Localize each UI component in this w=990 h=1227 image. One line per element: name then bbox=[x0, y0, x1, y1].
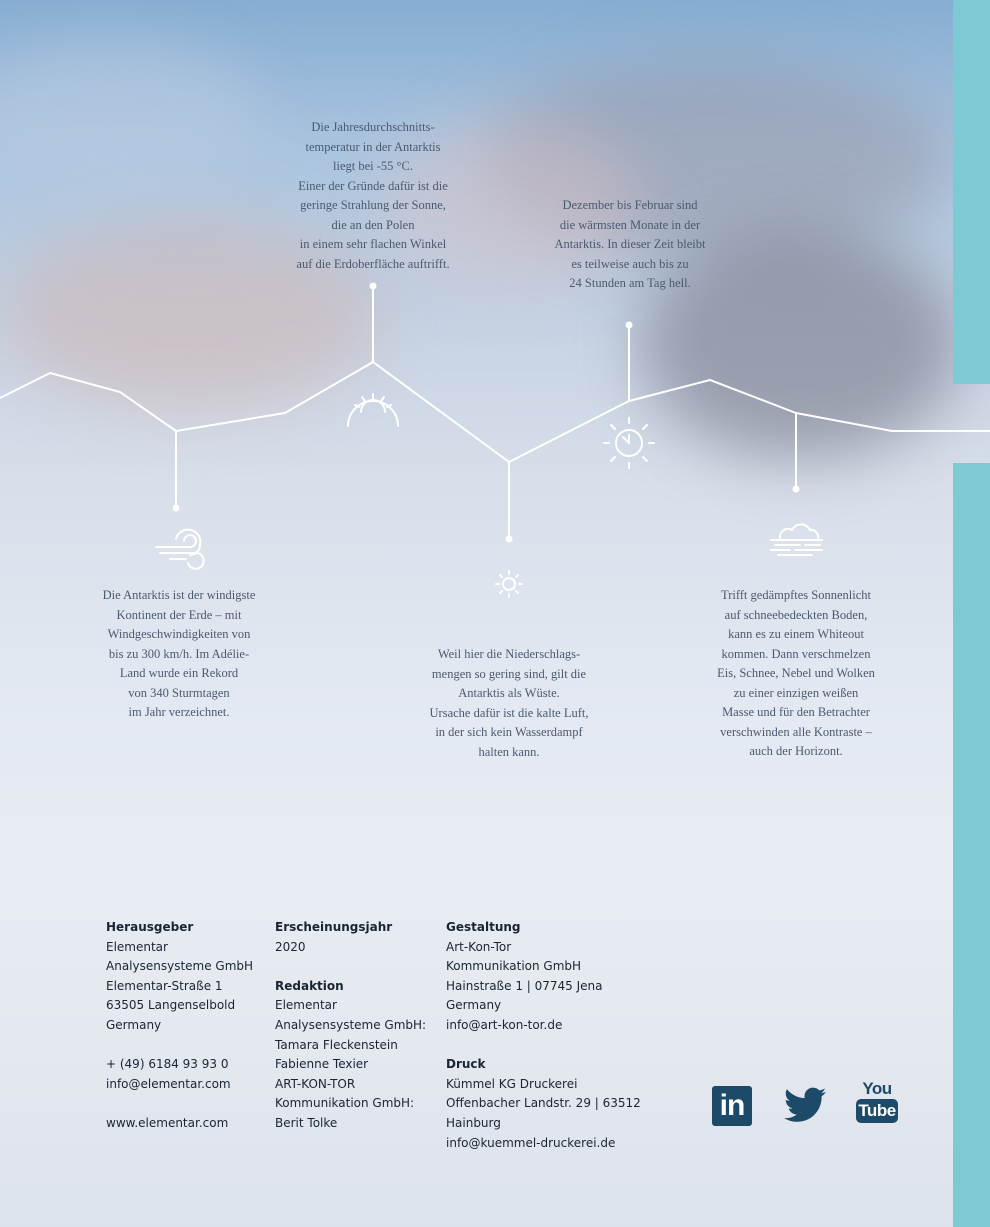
text-line: Weil hier die Niederschlags- bbox=[437, 647, 581, 661]
email-link[interactable]: info@kuemmel-druckerei.de bbox=[446, 1135, 616, 1150]
imprint-line: Kommunikation GmbH: bbox=[275, 1096, 415, 1111]
desert-text bbox=[419, 645, 599, 762]
text-line: temperatur in der Antarktis bbox=[305, 139, 441, 154]
text-line: Eis, Schnee, Nebel und Wolken bbox=[717, 666, 875, 680]
text-line: Die Antarktis ist der windigste bbox=[102, 588, 256, 602]
imprint-line: Offenbacher Landstr. 29 | 63512 Hainburg bbox=[446, 1096, 641, 1130]
imprint-gestaltung bbox=[446, 918, 696, 1153]
text-line: verschwinden alle Kontraste – bbox=[720, 724, 872, 739]
text-line: auf schneebedeckten Boden, bbox=[724, 607, 868, 622]
imprint-line: 63505 Langenselbold bbox=[106, 998, 236, 1013]
marker-dot bbox=[370, 283, 377, 290]
imprint-line: Analysensysteme GmbH bbox=[106, 959, 254, 974]
twitter-icon[interactable] bbox=[784, 1087, 826, 1123]
text-line: kann es zu einem Whiteout bbox=[728, 627, 864, 641]
text-line: Windgeschwindigkeiten von bbox=[107, 627, 251, 641]
text-line: bis zu 300 km/h. Im Adélie- bbox=[108, 646, 250, 661]
summer-months-text bbox=[540, 196, 720, 294]
text-line: die wärmsten Monate in der bbox=[559, 217, 701, 232]
imprint-line: Elementar bbox=[106, 939, 168, 954]
low-sun-icon bbox=[348, 394, 398, 426]
text-line: mengen so gering sind, gilt die bbox=[431, 666, 587, 681]
wind-icon bbox=[156, 530, 204, 569]
imprint-erscheinungsjahr bbox=[275, 918, 440, 1134]
text-line: auch der Horizont. bbox=[749, 744, 843, 758]
marker-dot bbox=[793, 486, 800, 493]
sun-clock-icon bbox=[604, 418, 654, 468]
imprint-line: Hainstraße 1 | 07745 Jena bbox=[446, 978, 603, 993]
linkedin-label: in bbox=[719, 1089, 745, 1122]
website-link[interactable]: www.elementar.com bbox=[106, 1115, 229, 1130]
text-line: Land wurde ein Rekord bbox=[119, 666, 239, 680]
text-line: Trifft gedämpftes Sonnenlicht bbox=[721, 588, 871, 602]
imprint-line: Art-Kon-Tor bbox=[446, 939, 512, 954]
temperature-text bbox=[283, 118, 463, 274]
marker-dot bbox=[506, 536, 513, 543]
imprint-line: Tamara Fleckenstein bbox=[275, 1037, 398, 1052]
text-line: von 340 Sturmtagen bbox=[128, 685, 230, 700]
text-line: geringe Strahlung der Sonne, bbox=[300, 198, 446, 212]
text-line: Masse und für den Betrachter bbox=[722, 705, 870, 719]
imprint-line: Elementar-Straße 1 bbox=[106, 978, 223, 993]
youtube-icon[interactable] bbox=[856, 1080, 898, 1128]
text-line: Antarktis als Wüste. bbox=[458, 686, 560, 700]
imprint-line: Elementar bbox=[275, 998, 337, 1013]
youtube-label-bottom: Tube bbox=[856, 1099, 898, 1123]
email-link[interactable]: info@elementar.com bbox=[106, 1076, 231, 1091]
imprint-line: 2020 bbox=[275, 939, 306, 954]
imprint-line: Fabienne Texier bbox=[275, 1057, 369, 1072]
text-line: Ursache dafür ist die kalte Luft, bbox=[429, 705, 589, 720]
text-line: liegt bei -55 °C. bbox=[333, 159, 413, 173]
text-line: in einem sehr flachen Winkel bbox=[299, 237, 447, 251]
whiteout-cloud-icon bbox=[771, 524, 822, 555]
text-line: 24 Stunden am Tag hell. bbox=[569, 276, 691, 290]
text-line: in der sich kein Wasserdampf bbox=[435, 725, 583, 739]
text-line: Dezember bis Februar sind bbox=[562, 198, 698, 212]
text-line: Die Jahresdurchschnitts- bbox=[311, 120, 435, 134]
imprint-heading: Redaktion bbox=[275, 978, 344, 993]
text-line: Antarktis. In dieser Zeit bleibt bbox=[554, 237, 706, 251]
imprint-line: Kommunikation GmbH bbox=[446, 959, 582, 974]
text-line: zu einer einzigen weißen bbox=[733, 685, 859, 700]
text-line: die an den Polen bbox=[331, 217, 415, 232]
imprint-heading: Druck bbox=[446, 1057, 486, 1072]
whiteout-text bbox=[706, 586, 886, 762]
text-line: Kontinent der Erde – mit bbox=[116, 607, 242, 622]
imprint-heading: Erscheinungsjahr bbox=[275, 920, 393, 934]
imprint-line: Kümmel KG Druckerei bbox=[446, 1076, 578, 1091]
imprint-heading: Herausgeber bbox=[106, 920, 194, 934]
text-line: Einer der Gründe dafür ist die bbox=[298, 178, 448, 193]
marker-dot bbox=[173, 505, 180, 512]
imprint-line: Berit Tolke bbox=[275, 1115, 338, 1130]
text-line: es teilweise auch bis zu bbox=[571, 256, 689, 271]
phone-number: + (49) 6184 93 93 0 bbox=[106, 1057, 229, 1072]
wind-text bbox=[89, 586, 269, 723]
linkedin-icon[interactable] bbox=[712, 1086, 752, 1126]
imprint-line: Germany bbox=[446, 998, 502, 1013]
youtube-label-top: You bbox=[862, 1079, 892, 1098]
imprint-line: Germany bbox=[106, 1017, 162, 1032]
imprint-herausgeber bbox=[106, 918, 271, 1134]
imprint-heading: Gestaltung bbox=[446, 920, 521, 934]
text-line: im Jahr verzeichnet. bbox=[128, 705, 230, 719]
marker-dot bbox=[626, 322, 633, 329]
imprint-line: Analysensysteme GmbH: bbox=[275, 1017, 427, 1032]
text-line: auf die Erdoberfläche auftrifft. bbox=[296, 256, 450, 271]
imprint-line: ART-KON-TOR bbox=[275, 1076, 356, 1091]
desert-icon bbox=[483, 571, 535, 600]
text-line: kommen. Dann verschmelzen bbox=[721, 646, 871, 661]
infographic-line bbox=[0, 0, 990, 600]
email-link[interactable]: info@art-kon-tor.de bbox=[446, 1017, 563, 1032]
text-line: halten kann. bbox=[478, 744, 540, 759]
